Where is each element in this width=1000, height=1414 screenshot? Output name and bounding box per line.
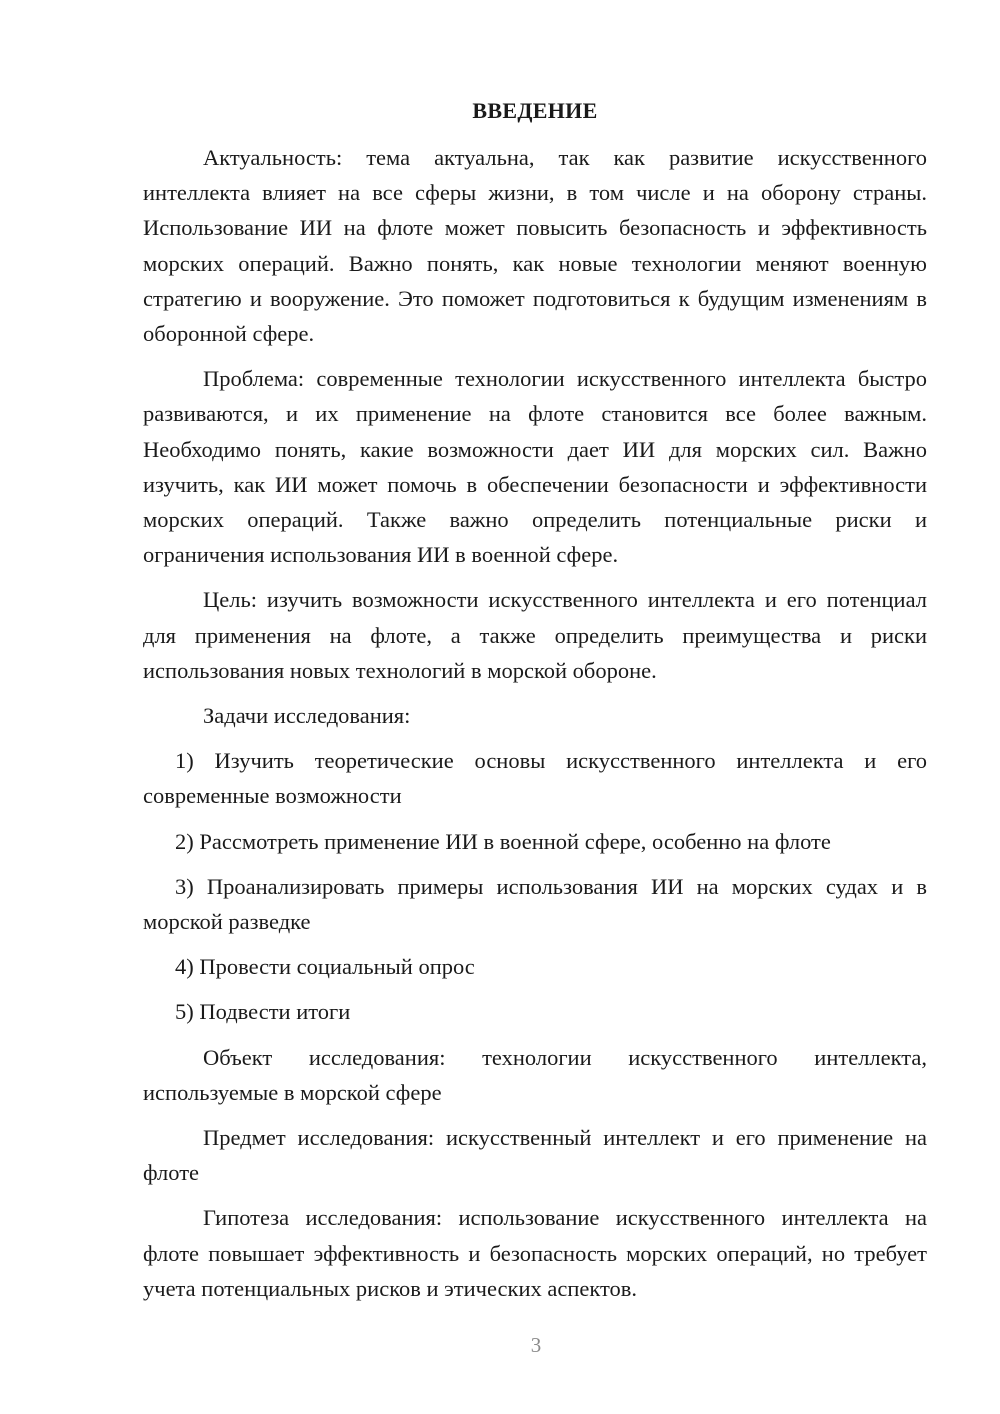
- relevance-paragraph: Актуальность: тема актуальна, так как развитие искусственного интеллекта влияет на все сферы жизни, в том числе и на оборону страны. Использование ИИ на флоте может повысить безопасность и эффективность морских операций. Важно понять, как новые технологии меняют военную стратегию и вооружение. Это поможет подготовиться к будущим изменениям в оборонной сфере.: [143, 145, 927, 347]
- tasks-list: [143, 743, 927, 1029]
- tasks-heading: Задачи исследования:: [203, 703, 411, 729]
- problem-paragraph: Проблема: современные технологии искусственного интеллекта быстро развиваются, и их применение на флоте становится все более важным. Необходимо понять, какие возможности дает ИИ для морских сил. Важно изучить, как ИИ может помочь в обеспечении безопасности и эффективности морских операций. Также важно определить потенциальные риски и ограничения использования ИИ в военной сфере.: [143, 366, 927, 568]
- task-item-3: 3) Проанализировать примеры использования ИИ на морских судах и в морской разведке: [143, 873, 927, 935]
- object-paragraph: Объект исследования: технологии искусственного интеллекта, используемые в морской сфере: [143, 1044, 927, 1105]
- section-title: ВВЕДЕНИЕ: [472, 98, 598, 123]
- document-page: [143, 96, 927, 1316]
- goal-paragraph: Цель: изучить возможности искусственного интеллекта и его потенциал для применения на флоте, а также определить преимущества и риски использования новых технологий в морской обороне.: [143, 587, 927, 683]
- task-item-4: 4) Провести социальный опрос: [175, 954, 475, 980]
- subject-paragraph: Предмет исследования: искусственный интеллект и его применение на флоте: [143, 1125, 927, 1186]
- task-item-2: 2) Рассмотреть применение ИИ в военной сфере, особенно на флоте: [175, 828, 831, 854]
- page-number: 3: [530, 1333, 542, 1357]
- hypothesis-paragraph: Гипотеза исследования: использование искусственного интеллекта на флоте повышает эффективность и безопасность морских операций, но требует учета потенциальных рисков и этических аспектов.: [143, 1205, 927, 1301]
- task-item-1: 1) Изучить теоретические основы искусственного интеллекта и его современные возможности: [143, 748, 927, 809]
- task-item-5: 5) Подвести итоги: [175, 999, 351, 1025]
